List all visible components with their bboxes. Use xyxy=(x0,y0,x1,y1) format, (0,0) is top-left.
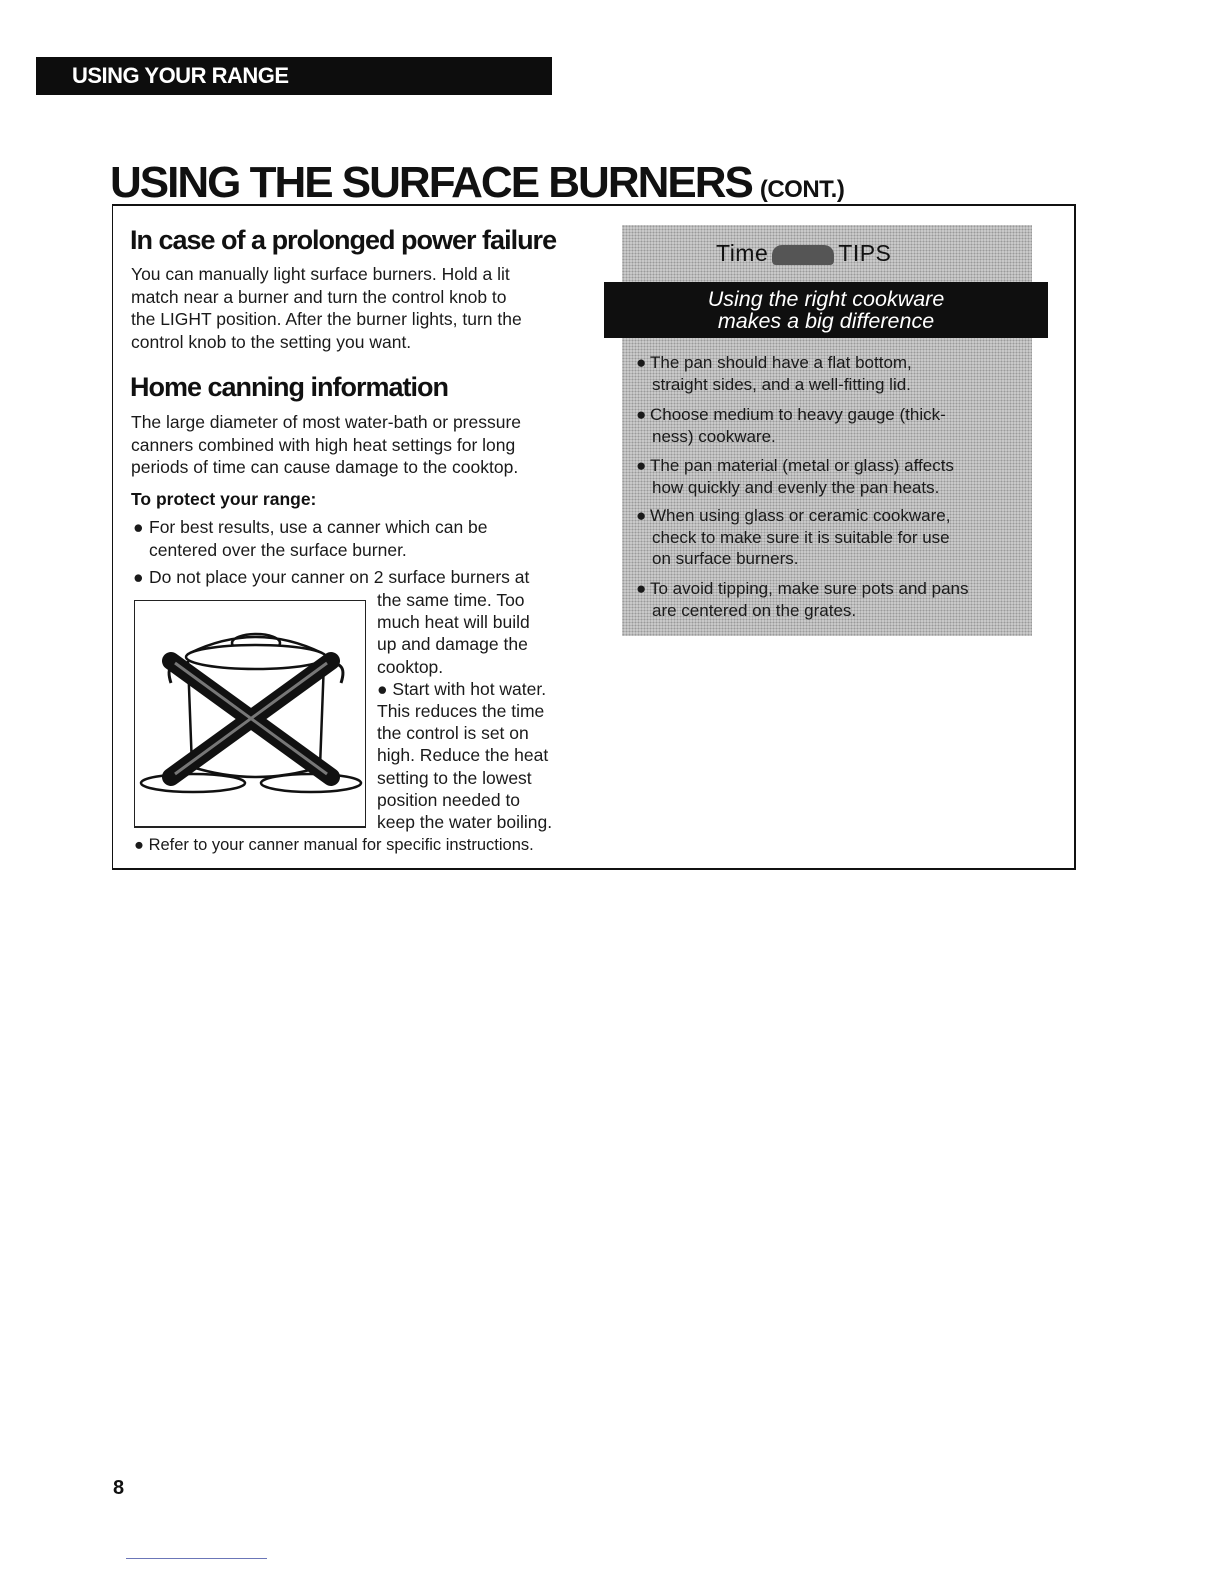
text-line: Refer to your canner manual for specific instructions. xyxy=(148,836,534,854)
text-line: how quickly and evenly the pan heats. xyxy=(652,477,940,497)
text-line: ● Start with hot water. xyxy=(377,678,547,699)
text-line: This reduces the time xyxy=(377,701,545,722)
text-line: match near a burner and turn the control knob to xyxy=(131,286,507,307)
canning-bullet-2 xyxy=(133,566,583,589)
text-line: For best results, use a canner which can be xyxy=(149,517,488,537)
canner-illustration-svg xyxy=(135,601,367,829)
canning-text xyxy=(131,411,581,479)
bullet-glyph: ● xyxy=(636,405,647,424)
page-title xyxy=(110,158,844,208)
footer-rule xyxy=(126,1558,267,1559)
text-line: much heat will build xyxy=(377,612,530,633)
tips-title-suffix: TIPS xyxy=(838,240,892,266)
text-line: the same time. Too xyxy=(377,590,525,610)
text-line: position needed to xyxy=(377,789,521,810)
text-line: The pan should have a flat bottom, xyxy=(650,353,912,372)
text-line: the LIGHT position. After the burner lights, turn the xyxy=(131,309,522,329)
canner-crossed-out-illustration xyxy=(134,600,366,828)
text-line: periods of time can cause damage to the cooktop. xyxy=(131,457,519,477)
bullet-glyph: ● xyxy=(636,579,647,598)
timesmart-logo-icon xyxy=(772,245,834,265)
section-label: USING YOUR RANGE xyxy=(72,63,289,88)
tips-banner xyxy=(604,282,1048,338)
bullet-glyph: ● xyxy=(636,506,647,525)
text-line: The pan material (metal or glass) affects xyxy=(650,456,954,475)
page-number: 8 xyxy=(113,1477,125,1499)
text-line: Choose medium to heavy gauge (thick- xyxy=(650,405,946,424)
tip-item xyxy=(636,578,1028,621)
canner-manual-bullet xyxy=(134,836,534,855)
protect-range-subheading: To protect your range: xyxy=(131,489,317,509)
text-line: straight sides, and a well-fitting lid. xyxy=(652,374,911,394)
canning-wrap-text xyxy=(377,589,582,833)
bullet-glyph: ● xyxy=(134,836,144,854)
text-line: setting to the lowest xyxy=(377,767,532,788)
text-line: the control is set on xyxy=(377,723,529,744)
bullet-glyph: ● xyxy=(133,567,144,587)
text-line: high. Reduce the heat xyxy=(377,745,549,766)
text-line: keep the water boiling. xyxy=(377,812,553,833)
page-title-suffix: (CONT.) xyxy=(759,176,845,203)
text-line: are centered on the grates. xyxy=(652,600,857,620)
text-line: To avoid tipping, make sure pots and pans xyxy=(650,579,969,598)
bullet-glyph: ● xyxy=(636,353,647,372)
text-line: The large diameter of most water-bath or pressure xyxy=(131,412,522,432)
bullet-glyph: ● xyxy=(133,517,144,537)
bullet-glyph: ● xyxy=(636,456,647,475)
canning-heading: Home canning information xyxy=(130,372,449,402)
tips-title-prefix: Time xyxy=(716,240,769,266)
tips-banner-line: Using the right cookware xyxy=(707,287,945,311)
text-line: When using glass or ceramic cookware, xyxy=(650,506,951,525)
tip-item xyxy=(636,404,1028,447)
text-line: control knob to the setting you want. xyxy=(131,331,412,352)
text-line: Do not place your canner on 2 surface burners at xyxy=(149,567,530,587)
tip-item xyxy=(636,455,1028,498)
canning-bullet-1 xyxy=(133,516,583,561)
power-failure-heading: In case of a prolonged power failure xyxy=(130,225,557,255)
tips-banner-line: makes a big difference xyxy=(717,309,935,333)
page-title-main: USING THE SURFACE BURNERS xyxy=(110,158,752,207)
text-line: on surface burners. xyxy=(652,549,799,568)
text-line: check to make sure it is suitable for use xyxy=(652,527,950,547)
text-line: You can manually light surface burners. Hold a lit xyxy=(131,264,510,284)
section-header-bar xyxy=(36,57,552,95)
text-line: ness) cookware. xyxy=(652,426,776,446)
text-line: centered over the surface burner. xyxy=(149,539,407,560)
text-line: up and damage the xyxy=(377,634,528,655)
text-line: cooktop. xyxy=(377,656,444,677)
tips-title xyxy=(716,240,891,267)
text-line: canners combined with high heat settings for long xyxy=(131,434,516,455)
tip-item xyxy=(636,352,1028,395)
power-failure-text xyxy=(131,263,581,353)
tip-item xyxy=(636,505,1028,570)
